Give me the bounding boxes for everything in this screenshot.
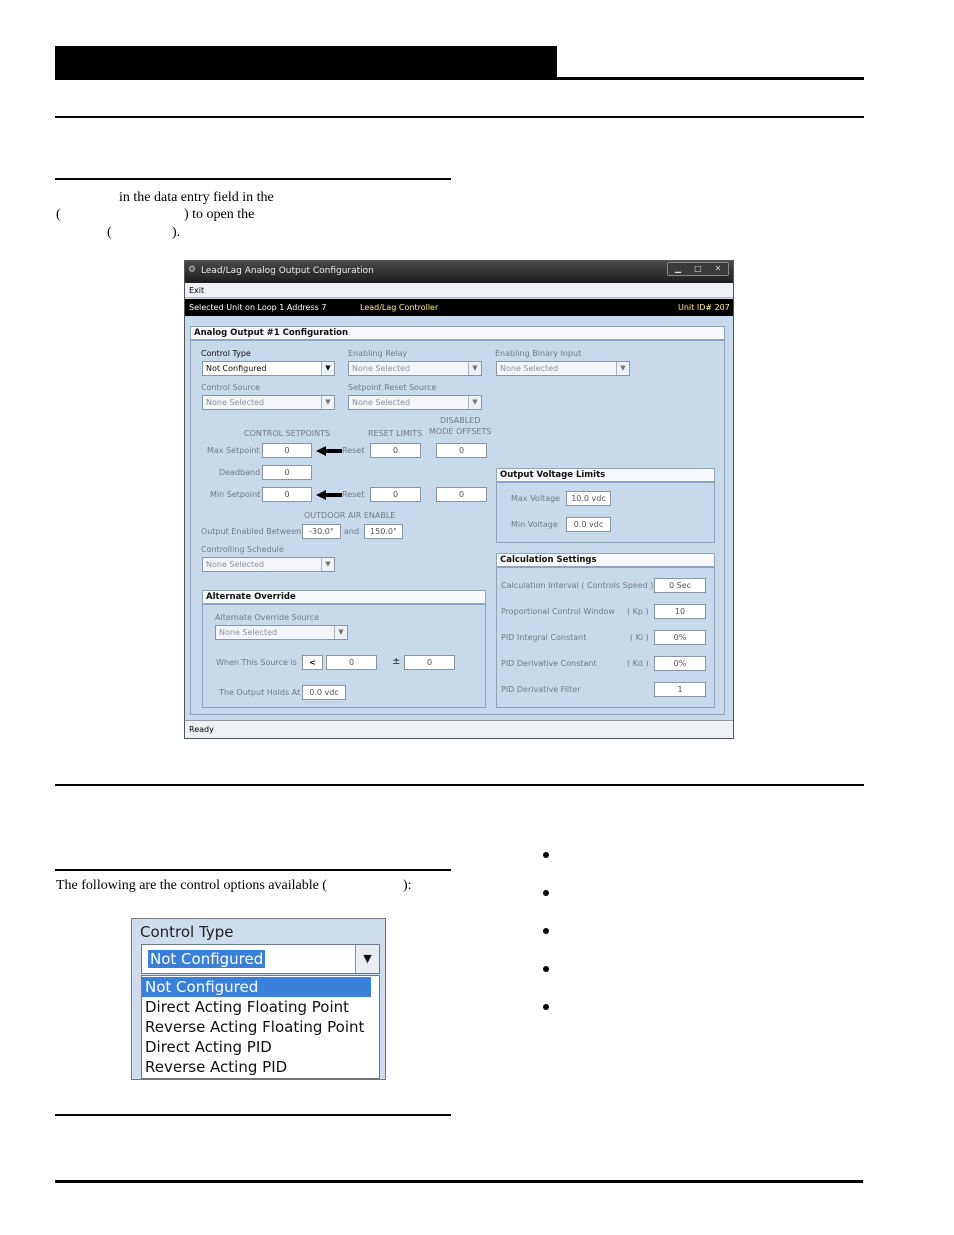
chevron-down-icon[interactable]: ▼ <box>616 362 629 375</box>
when-source-label: When This Source is <box>216 658 297 667</box>
bullet-2 <box>543 890 549 896</box>
min-reset-label: Reset <box>342 490 365 499</box>
dropdown-option[interactable]: Reverse Acting Floating Point <box>145 1018 365 1036</box>
dropdown-option[interactable]: Direct Acting Floating Point <box>145 998 350 1016</box>
control-setpoints-header: CONTROL SETPOINTS <box>244 429 331 438</box>
min-reset-field[interactable]: 0 <box>370 487 421 502</box>
oa-and-label: and <box>344 527 360 536</box>
status-bar <box>185 720 733 738</box>
mode-offsets-header: MODE OFFSETS <box>429 427 492 436</box>
max-mode-offset-field[interactable]: 0 <box>436 443 487 458</box>
bullet-4 <box>543 966 549 972</box>
calc-interval-label: Calculation Interval ( Controls Speed ) <box>501 581 654 590</box>
control-type-value: Not Configured <box>206 364 267 373</box>
minimize-icon[interactable]: ▁ <box>668 263 688 275</box>
unit-id: Unit ID# 207 <box>678 303 730 312</box>
max-setpoint-label: Max Setpoint <box>207 446 260 455</box>
min-mode-offset-field[interactable]: 0 <box>436 487 487 502</box>
max-voltage-field[interactable]: 10.0 vdc <box>566 491 611 506</box>
control-source-select[interactable] <box>202 395 335 410</box>
holds-at-label: The Output Holds At <box>219 688 301 697</box>
pid-integral-unit: ( Ki ) <box>630 633 649 642</box>
chevron-down-icon[interactable]: ▼ <box>321 362 334 375</box>
arrow-left-icon <box>316 490 342 500</box>
prop-window-unit: ( Kp ) <box>627 607 649 616</box>
min-voltage-label: Min Voltage <box>511 520 558 529</box>
oa-high-field[interactable]: 150.0° <box>364 524 403 539</box>
chevron-down-icon[interactable]: ▼ <box>334 626 347 639</box>
top-divider <box>55 116 864 118</box>
alt-source-label: Alternate Override Source <box>215 613 320 622</box>
enabling-relay-select[interactable] <box>348 361 482 376</box>
intro-line-3b: ). <box>172 225 181 240</box>
header-rule <box>557 77 864 80</box>
pid-derivative-unit: ( Kd ) <box>627 659 649 668</box>
window-titlebar[interactable] <box>185 261 733 283</box>
pid-filter-label: PID Derivative Filter <box>501 685 581 694</box>
output-enabled-label: Output Enabled Between <box>201 527 302 536</box>
section-rule-3 <box>55 1114 451 1116</box>
enabling-relay-value: None Selected <box>352 364 411 373</box>
setpoint-reset-value: None Selected <box>352 398 411 407</box>
dropdown-option[interactable]: Not Configured <box>142 977 371 997</box>
schedule-value: None Selected <box>206 560 265 569</box>
enabling-binary-value: None Selected <box>500 364 559 373</box>
section-rule-1 <box>55 178 451 180</box>
max-reset-field[interactable]: 0 <box>370 443 421 458</box>
enabling-binary-label: Enabling Binary Input <box>495 349 582 358</box>
reset-limits-header: RESET LIMITS <box>368 429 423 438</box>
selected-unit-text: Selected Unit on Loop 1 Address 7 <box>189 303 327 312</box>
min-setpoint-field[interactable]: 0 <box>262 487 312 502</box>
dropdown-option[interactable]: Direct Acting PID <box>145 1038 272 1056</box>
disabled-header: DISABLED <box>440 416 481 425</box>
intro-line-2a: ( <box>56 207 61 222</box>
middle-divider <box>55 784 864 786</box>
dropdown-list <box>141 975 380 1079</box>
enabling-binary-select[interactable] <box>496 361 630 376</box>
info-bar <box>185 299 733 316</box>
dropdown-field[interactable] <box>141 944 380 974</box>
setpoint-reset-label: Setpoint Reset Source <box>348 383 437 392</box>
control-type-label: Control Type <box>201 349 251 358</box>
plusminus-label: ± <box>392 656 401 667</box>
maximize-icon[interactable]: □ <box>688 263 708 275</box>
alternate-override-title: Alternate Override <box>202 590 486 604</box>
dropdown-value: Not Configured <box>150 950 264 968</box>
min-setpoint-label: Min Setpoint <box>210 490 261 499</box>
analog-output-config-window <box>184 260 734 739</box>
chevron-down-icon[interactable]: ▼ <box>355 945 379 973</box>
controller-name: Lead/Lag Controller <box>360 303 439 312</box>
chevron-down-icon[interactable]: ▼ <box>468 362 481 375</box>
control-source-label: Control Source <box>201 383 260 392</box>
oa-low-field[interactable]: -30.0° <box>302 524 341 539</box>
tolerance-field[interactable]: 0 <box>404 655 455 670</box>
schedule-label: Controlling Schedule <box>201 545 284 554</box>
dropdown-option[interactable]: Reverse Acting PID <box>145 1058 288 1076</box>
control-options-text-b: ): <box>403 878 412 893</box>
when-value-field[interactable]: 0 <box>326 655 377 670</box>
pid-derivative-field[interactable]: 0% <box>654 656 706 671</box>
max-voltage-label: Max Voltage <box>511 494 561 503</box>
control-type-select[interactable] <box>202 361 335 376</box>
pid-integral-field[interactable]: 0% <box>654 630 706 645</box>
control-options-text-a: The following are the control options available ( <box>56 878 327 893</box>
menu-exit[interactable]: Exit <box>189 286 205 295</box>
pid-derivative-label: PID Derivative Constant <box>501 659 597 668</box>
alt-source-select[interactable] <box>215 625 348 640</box>
bullet-1 <box>543 852 549 858</box>
intro-line-1: in the data entry field in the <box>119 190 274 205</box>
arrow-left-icon <box>316 446 342 456</box>
window-controls <box>667 262 729 276</box>
bullet-3 <box>543 928 549 934</box>
alt-source-value: None Selected <box>219 628 278 637</box>
output-voltage-title: Output Voltage Limits <box>496 468 715 482</box>
max-reset-label: Reset <box>342 446 365 455</box>
chevron-down-icon[interactable]: ▼ <box>321 558 334 571</box>
menu-bar <box>185 283 733 298</box>
max-setpoint-field[interactable]: 0 <box>262 443 312 458</box>
prop-window-label: Proportional Control Window <box>501 607 615 616</box>
status-text: Ready <box>189 725 214 734</box>
control-type-dropdown <box>131 918 386 1080</box>
section-rule-2 <box>55 869 451 871</box>
dropdown-title: Control Type <box>140 923 234 941</box>
pid-integral-label: PID Integral Constant <box>501 633 587 642</box>
holds-at-field[interactable]: 0.0 vdc <box>302 685 346 700</box>
close-icon[interactable]: ✕ <box>708 263 728 275</box>
deadband-field[interactable]: 0 <box>262 465 312 480</box>
intro-line-3a: ( <box>107 225 112 240</box>
header-black-bar <box>55 46 557 80</box>
setpoint-reset-select[interactable] <box>348 395 482 410</box>
chevron-down-icon[interactable]: ▼ <box>321 396 334 409</box>
control-source-value: None Selected <box>206 398 265 407</box>
footer-rule <box>55 1180 863 1183</box>
intro-line-2b: ) to open the <box>184 207 255 222</box>
calculation-settings-title: Calculation Settings <box>496 553 715 567</box>
comparator-button[interactable]: < <box>302 655 323 670</box>
panel-title: Analog Output #1 Configuration <box>190 326 725 340</box>
calc-interval-field[interactable]: 0 Sec <box>654 578 706 593</box>
chevron-down-icon[interactable]: ▼ <box>468 396 481 409</box>
bullet-5 <box>543 1004 549 1010</box>
prop-window-field[interactable]: 10 <box>654 604 706 619</box>
deadband-label: Deadband <box>219 468 261 477</box>
app-icon: ⚙ <box>188 265 197 275</box>
enabling-relay-label: Enabling Relay <box>348 349 408 358</box>
window-title: Lead/Lag Analog Output Configuration <box>201 266 374 276</box>
outdoor-air-enable-header: OUTDOOR AIR ENABLE <box>304 511 396 520</box>
schedule-select[interactable] <box>202 557 335 572</box>
pid-filter-field[interactable]: 1 <box>654 682 706 697</box>
min-voltage-field[interactable]: 0.0 vdc <box>566 517 611 532</box>
